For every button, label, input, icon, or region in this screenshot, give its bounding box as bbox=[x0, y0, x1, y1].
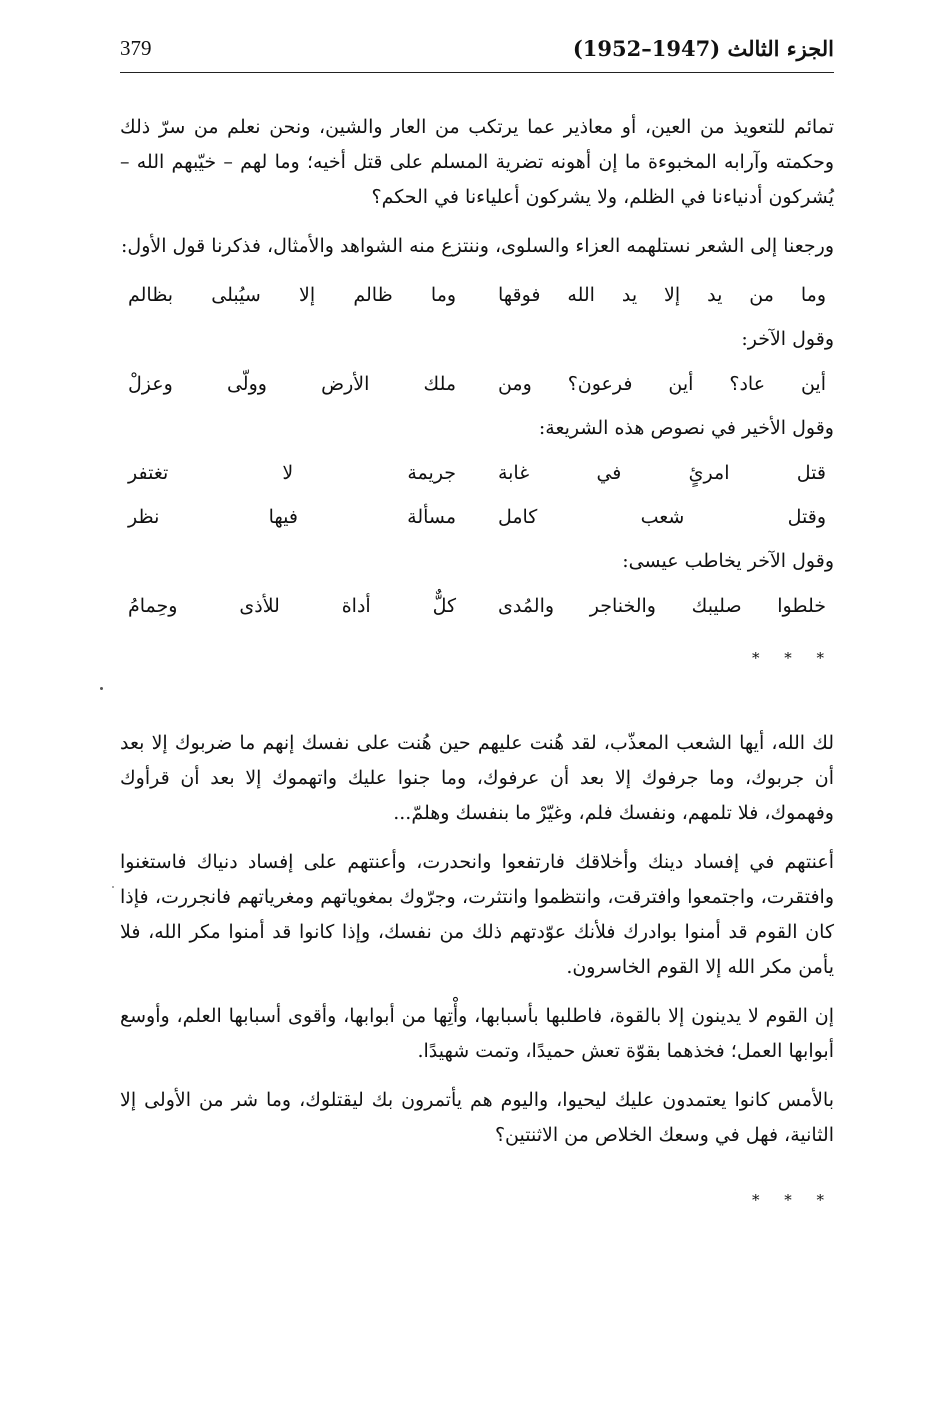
paragraph-3: لك الله، أيها الشعب المعذّب، لقد هُنت عليهم حين هُنت على نفسك إنهم ما ضربوك إلا بعد أن جربوك، وما جرفوك إلا بعد أن عرفوك، وما جنوا عليك واتهموك إلا بعد أن قرأوك وفهموك، فلا تلمهم، ونفسك فلم، وغيّرْ ما بنفسك وهلمّ... bbox=[120, 732, 834, 824]
margin-speck bbox=[112, 886, 114, 888]
verse-3a bbox=[128, 456, 826, 490]
verse-1-first-hemistich: وما من يد إلا يد الله فوقها bbox=[497, 284, 826, 306]
verse-intro-2: وقول الآخر: bbox=[741, 328, 834, 350]
verse-1 bbox=[128, 278, 826, 312]
verse-3b-first-hemistich: وقتل شعب كامل bbox=[497, 506, 826, 528]
section-separator-end: * * * bbox=[751, 1191, 834, 1209]
paragraph-5: إن القوم لا يدينون إلا بالقوة، فاطلبها بأسبابها، وأْتِها من أبوابها، وأقوى أسبابها العلم، وأوسع أبوابها العمل؛ فخذهما بقوّة تعش حميدًا، وتمت شهيدًا. bbox=[120, 1005, 834, 1062]
running-title: الجزء الثالث (1947–1952) bbox=[572, 36, 834, 61]
verse-3b-second-hemistich: مسألة فيها نظر bbox=[128, 506, 457, 528]
paragraph-4: أعنتهم في إفساد دينك وأخلاقك فارتفعوا وانحدرت، وأعنتهم على إفساد دنياك فاستغنوا وافتقرت، واجتمعوا وافترقت، وانتظموا وانتثرت، وجرّوك بمغوياتهم ومغرياتهم فانجررت، فإذا كان القوم قد أمنوا بوادرك فلأنك عوّدتهم ذلك من نفسك، وإذا كانوا قد أمنوا مكر الله، فلا يأمن مكر الله إلا القوم الخاسرون. bbox=[120, 851, 834, 978]
page-body bbox=[120, 110, 834, 1268]
verse-intro-3: وقول الأخير في نصوص هذه الشريعة: bbox=[538, 417, 834, 439]
margin-speck bbox=[100, 687, 103, 690]
verse-3a-second-hemistich: جريمة لا تغتفر bbox=[128, 462, 457, 484]
verse-4 bbox=[128, 589, 826, 623]
verse-4-second-hemistich: كلٌّ أداة للأذى وحِمامُ bbox=[128, 595, 457, 617]
page-number: 379 bbox=[120, 36, 152, 60]
verse-2 bbox=[128, 367, 826, 401]
verse-1-second-hemistich: وما ظالم إلا سيُبلى بظالم bbox=[128, 284, 457, 306]
verse-4-first-hemistich: خلطوا صليبك والخناجر والمُدى bbox=[497, 595, 826, 617]
section-separator: * * * bbox=[751, 649, 834, 667]
paragraph-6: بالأمس كانوا يعتمدون عليك ليحيوا، واليوم هم يأتمرون بك ليقتلوك، وما شر من الأولى إلا الثانية، فهل في وسعك الخلاص من الاثنتين؟ bbox=[120, 1089, 834, 1146]
verse-2-second-hemistich: ملك الأرض وولّى وعزلْ bbox=[128, 373, 457, 395]
paragraph-2: ورجعنا إلى الشعر نستلهمه العزاء والسلوى، وننتزع منه الشواهد والأمثال، فذكرنا قول الأول: bbox=[121, 235, 834, 257]
verse-2-first-hemistich: أين عاد؟ أين فرعون؟ ومن bbox=[497, 373, 826, 395]
verse-intro-4: وقول الآخر يخاطب عيسى: bbox=[622, 550, 834, 572]
verse-3b bbox=[128, 500, 826, 534]
paragraph-1: تمائم للتعويذ من العين، أو معاذير عما يرتكب من العار والشين، ونحن نعلم من سرّ ذلك وحكمته وآرابه المخبوءة ما إن أهونه تضرية المسلم على قتل أخيه؛ وما لهم – خيّبهم الله – يُشركون أدنياءنا في الظلم، ولا يشركون أعلياءنا في الحكم؟ bbox=[120, 116, 834, 208]
verse-3a-first-hemistich: قتل امرئٍ في غابة bbox=[497, 462, 826, 484]
page-header bbox=[120, 34, 834, 73]
